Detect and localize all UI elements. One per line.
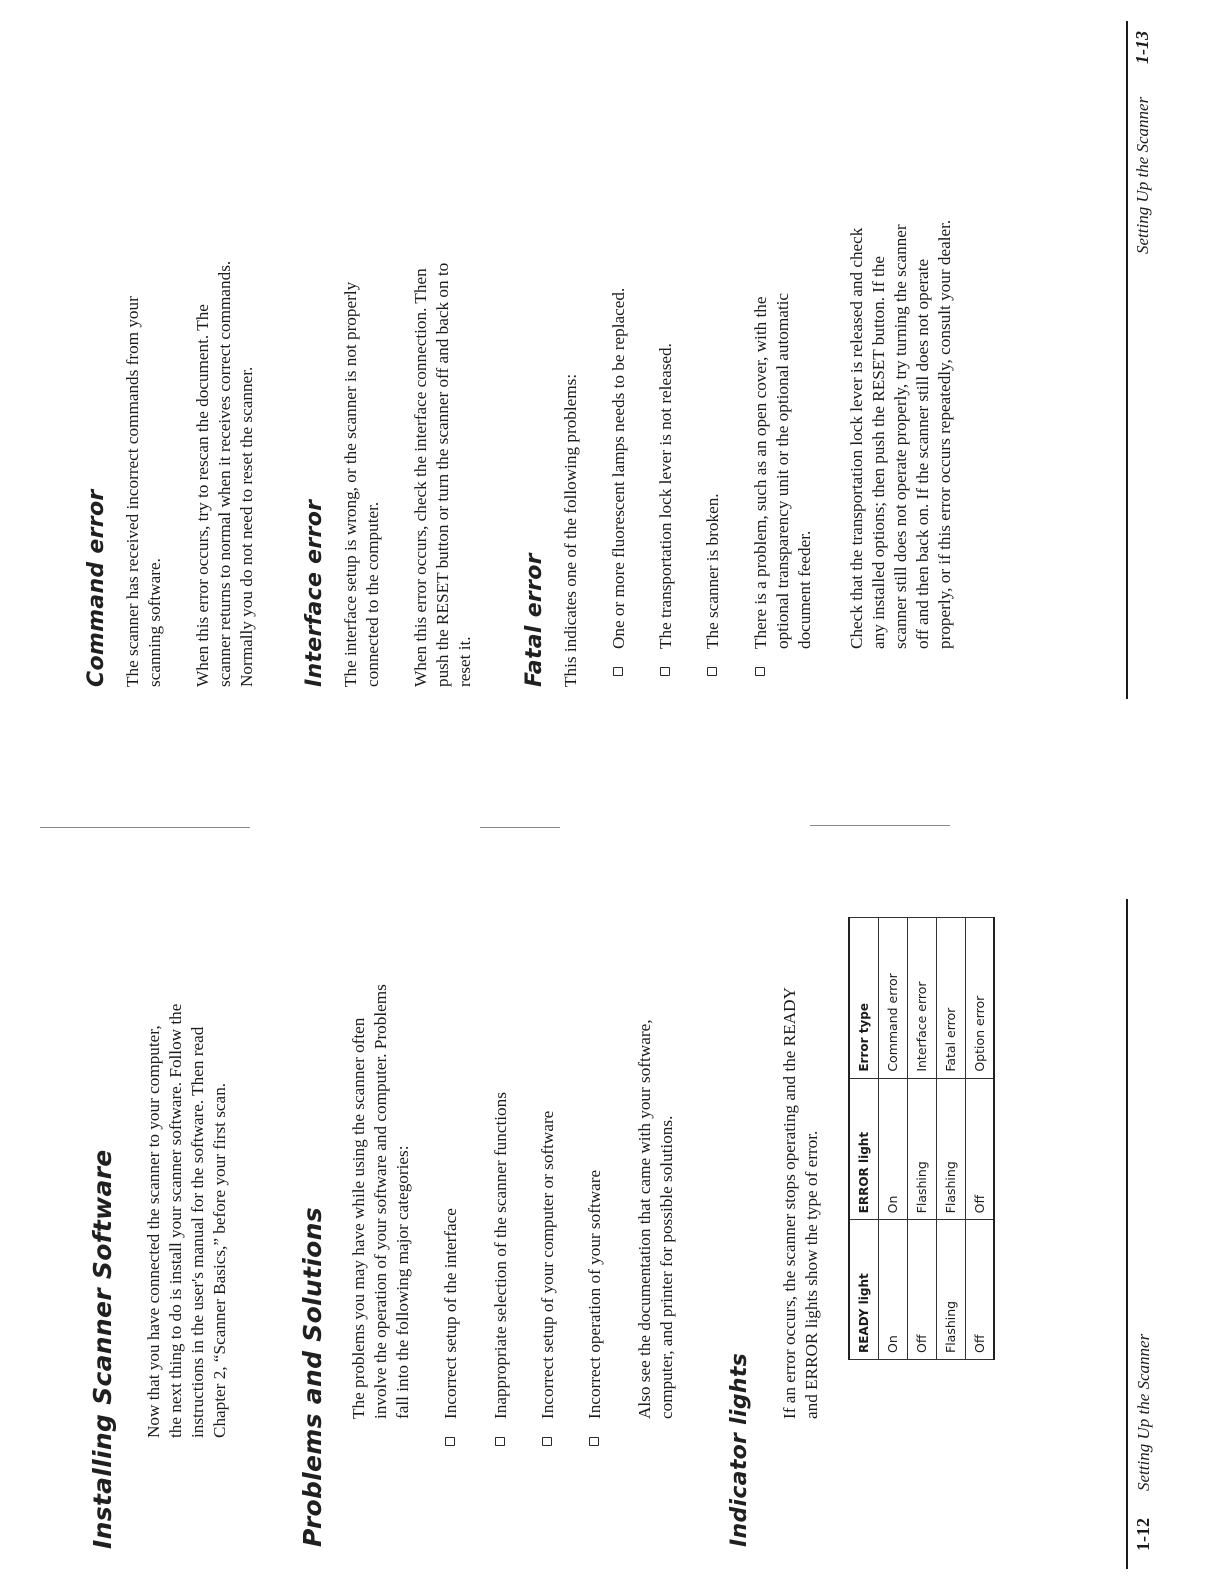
table-header: READY light: [849, 1220, 878, 1360]
interface-error-p2: When this error occurs, check the interface connection. Then push the RESET button or turn the scanner off and back on to reset it.: [411, 262, 474, 687]
problem-item-interface: Incorrect setup of the interface: [440, 1208, 462, 1419]
table-cell: Flashing: [907, 1078, 936, 1220]
table-row: [965, 918, 994, 1360]
command-error-heading: Command error: [84, 489, 109, 687]
checkbox-bullet-icon: [495, 1437, 505, 1446]
fatal-item-broken: The scanner is broken.: [702, 493, 724, 649]
command-error-p2: When this error occurs, try to rescan the document. The scanner returns to normal when it receives correct commands. Normally you do not need to reset the scanner.: [193, 260, 256, 687]
table-cell: Fatal error: [936, 918, 965, 1079]
checkbox-bullet-icon: [707, 667, 717, 676]
checkbox-bullet-icon: [542, 1437, 552, 1446]
table-cell: Flashing: [936, 1078, 965, 1220]
problem-item-computer: Incorrect setup of your computer or software: [537, 1111, 559, 1419]
fatal-error-intro: This indicates one of the following problems:: [561, 373, 580, 687]
indicator-heading: Indicator lights: [727, 1352, 752, 1547]
checkbox-bullet-icon: [445, 1437, 455, 1446]
fatal-item-lock-lever: The transportation lock lever is not released.: [655, 343, 677, 649]
installing-paragraph: Now that you have connected the scanner to your computer, the next thing to do is install your scanner software. Follow the instructions in the user's manual for the software. Then read Chapter 2, “Scanner Basics,” before your first scan.: [144, 1003, 229, 1438]
table-row: [907, 918, 936, 1360]
gutter-mark: [480, 827, 560, 828]
table-cell: Flashing: [936, 1220, 965, 1360]
table-cell: Off: [965, 1220, 994, 1360]
checkbox-bullet-icon: [613, 667, 623, 676]
error-light-table: [848, 917, 995, 1360]
problems-intro: The problems you may have while using the scanner often involve the operation of your software and computer. Problems fall into the following major categories:: [349, 984, 412, 1419]
page-number: 1-12: [1133, 1518, 1153, 1551]
indicator-paragraph: If an error occurs, the scanner stops operating and the READY and ERROR lights show the type of error.: [780, 987, 821, 1419]
fatal-error-heading: Fatal error: [522, 553, 547, 687]
problem-item-functions: Inappropriate selection of the scanner functions: [490, 1092, 512, 1419]
footer-title: Setting Up the Scanner: [1133, 96, 1152, 254]
problems-heading: Problems and Solutions: [298, 1207, 327, 1547]
fatal-item-open-cover: There is a problem, such as an open cover, with the optional transparency unit or the optional automatic document feeder.: [750, 293, 816, 649]
checkbox-bullet-icon: [660, 667, 670, 676]
table-cell: Command error: [878, 918, 907, 1079]
table-cell: Off: [965, 1078, 994, 1220]
interface-error-p1: The interface setup is wrong, or the scanner is not properly connected to the computer.: [341, 281, 382, 687]
checkbox-bullet-icon: [589, 1437, 599, 1446]
footer-title: Setting Up the Scanner: [1134, 1333, 1153, 1491]
table-cell: On: [878, 1078, 907, 1220]
table-header: Error type: [849, 918, 878, 1079]
footer-rule-left: [1126, 899, 1128, 1569]
page-number: 1-13: [1132, 31, 1152, 64]
interface-error-heading: Interface error: [302, 499, 327, 687]
table-cell: Off: [907, 1220, 936, 1360]
table-header: ERROR light: [849, 1078, 878, 1220]
table-cell: Option error: [965, 918, 994, 1079]
command-error-p1: The scanner has received incorrect commands from your scanning software.: [123, 296, 164, 687]
fatal-item-lamps: One or more fluorescent lamps needs to be replaced.: [608, 288, 630, 649]
gutter-mark: [810, 825, 950, 826]
table-cell: Interface error: [907, 918, 936, 1079]
table-cell: On: [878, 1220, 907, 1360]
table-row: [878, 918, 907, 1360]
problems-outro: Also see the documentation that came with your software, computer, and printer for possible solutions.: [635, 1019, 676, 1419]
checkbox-bullet-icon: [755, 667, 765, 676]
footer-rule-right: [1126, 21, 1128, 699]
installing-heading: Installing Scanner Software: [88, 1149, 117, 1549]
gutter-mark: [40, 827, 250, 828]
table-header-row: [849, 918, 878, 1360]
problem-item-software: Incorrect operation of your software: [584, 1170, 606, 1419]
fatal-error-closing: Check that the transportation lock lever is released and check any installed options; then push the RESET button. If the scanner still does not operate properly, try turning the scanner off and then back on. If the scanner still does not operate properly, or if this error occurs repeatedly, consult your dealer.: [847, 219, 954, 649]
table-row: [936, 918, 965, 1360]
